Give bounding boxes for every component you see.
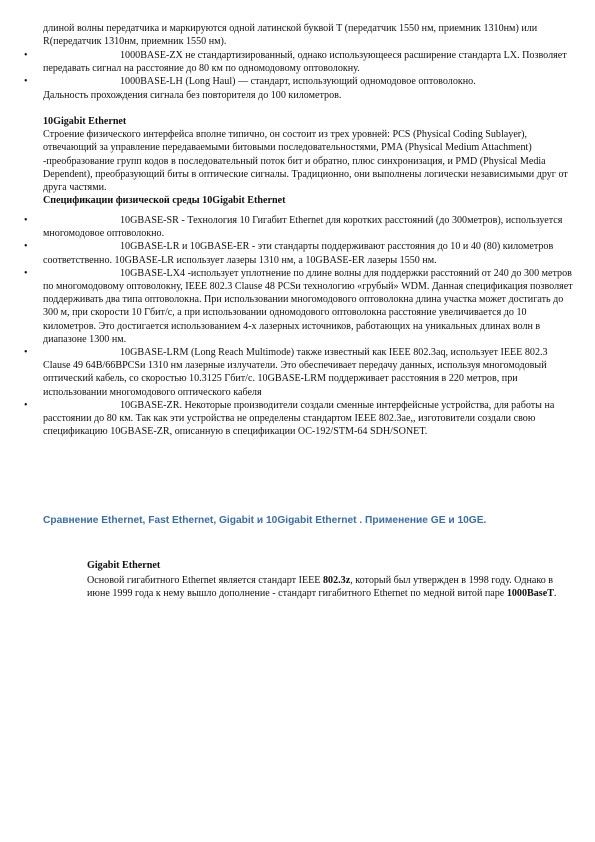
intro-continuation [43,22,573,48]
bullet-icon: • [24,241,28,253]
tengig-spec-list [24,214,573,438]
tengig-body: Строение физического интерфейса вполне типично, он состоит из трех уровней: PCS (Physical Coding Sublayer), отвечающий за управление передаваемыми битовыми последовательностями, PMA (Physical Medium Attachment) -преобразование групп кодов в последовательный поток бит и обратно, плюс синхронизация, и PMD (Physical Media Dependent), преобразующий биты в оптические сигналы. Традиционно, они выполнены логически независимыми друг от друга частями. [43,129,568,194]
tengig-title: 10Gigabit Ethernet [43,116,127,127]
tengig-section [43,115,573,207]
gigabit-section [87,559,573,601]
list-item: • 10GBASE-ZR. Некоторые производители создали сменные интерфейсные устройства, для работы на расстоянии до 80 км. Так как эти устройства не определены стандартом IEEE 802.3ae,, изготовители создали свою спецификацию 10GBASE-ZR, описанную в спецификации OC-192/STM-64 SDH/SONET. [24,399,555,438]
bullet-icon: • [24,76,28,88]
list-item: • 1000BASE-LH (Long Haul) — стандарт, использующий одномодовое оптоволокно. [24,76,476,88]
gigabit-variants-list [24,49,573,102]
list-item: • 10GBASE-LX4 -использует уплотнение по длине волны для поддержки расстояний от 240 до 300 метров по многомодовому оптоволокну, IEEE 802.3 Clause 48 PCSи технологию «грубый» WDM. Данная спецификация позволяет поддерживать два типа оптоволокна. При использовании многомодового оптоволокна длина участка может достигать до 300 м, при скорости 10 Гбит/с, а при использовании одномодового оптоволокна расстояние увеличивается до 10 километров. Это достигается использованием 4-х лазерных источников, работающих на уникальных длинах волн в диапазоне 1300 нм. [24,267,573,345]
list-item: • 10GBASE-LR и 10GBASE-ER - эти стандарты поддерживают расстояния до 10 и 40 (80) километров соответственно. 10GBASE-LR использует лазеры 1310 нм, а 10GBASE-ER лазеры 1550 нм. [24,241,554,266]
list-item: • 10GBASE-SR - Технология 10 Гигабит Ethernet для коротких расстояний (до 300метров), используется многомодовое оптоволокно. [24,215,563,240]
standard-802-3z: 802.3z [322,575,351,587]
comparison-section-heading: Сравнение Ethernet, Fast Ethernet, Gigabit и 10Gigabit Ethernet . Применение GE и 10GE. [43,515,487,526]
gigabit-title: Gigabit Ethernet [87,560,161,571]
bullet-list-1 [24,49,573,89]
bullet-icon: • [24,347,28,359]
intro-paragraph: длиной волны передатчика и маркируются одной латинской буквой T (передатчик 1550 нм, приемник 1310нм) или R(передатчик 1310нм, приемник 1550 нм). [43,23,538,48]
range-paragraph: Дальность прохождения сигнала без повторителя до 100 километров. [43,89,342,101]
tengig-spec-title: Спецификации физической среды 10Gigabit Ethernet [43,195,286,207]
bullet-icon: • [24,50,28,61]
bullet-icon: • [24,267,28,279]
list-item: • 10GBASE-LRM (Long Reach Multimode) также известный как IEEE 802.3aq, использует IEEE 802.3 Clause 49 64B/66BPCSи 1310 нм лазерные излучатели. Это обеспечивает передачу данных, используя многомодовый оптический кабель, со скоростью 10.3125 Гбит/с. 10GBASE-LRM поддерживает расстояния в 220 метров, при использовании многомодового оптического кабеля [24,347,548,398]
standard-1000baset: 1000BaseT [506,588,554,600]
list-item: • 1000BASE-ZX не стандартизированный, однако использующееся расширение стандарта LX. Позволяет передавать сигнал на расстояние до 80 км по одномодовому оптоволокну. [24,50,567,75]
bullet-list-2 [24,214,573,438]
bullet-icon: • [24,215,28,226]
gigabit-paragraph: Основой гигабитного Ethernet является стандарт IEEE 802.3z, который был утвержден в 1998 году. Однако в июне 1999 года к нему вышло дополнение - стандарт гигабитного Ethernet по медной витой паре 1000BaseT. [87,575,557,600]
bullet-icon: • [24,399,28,411]
